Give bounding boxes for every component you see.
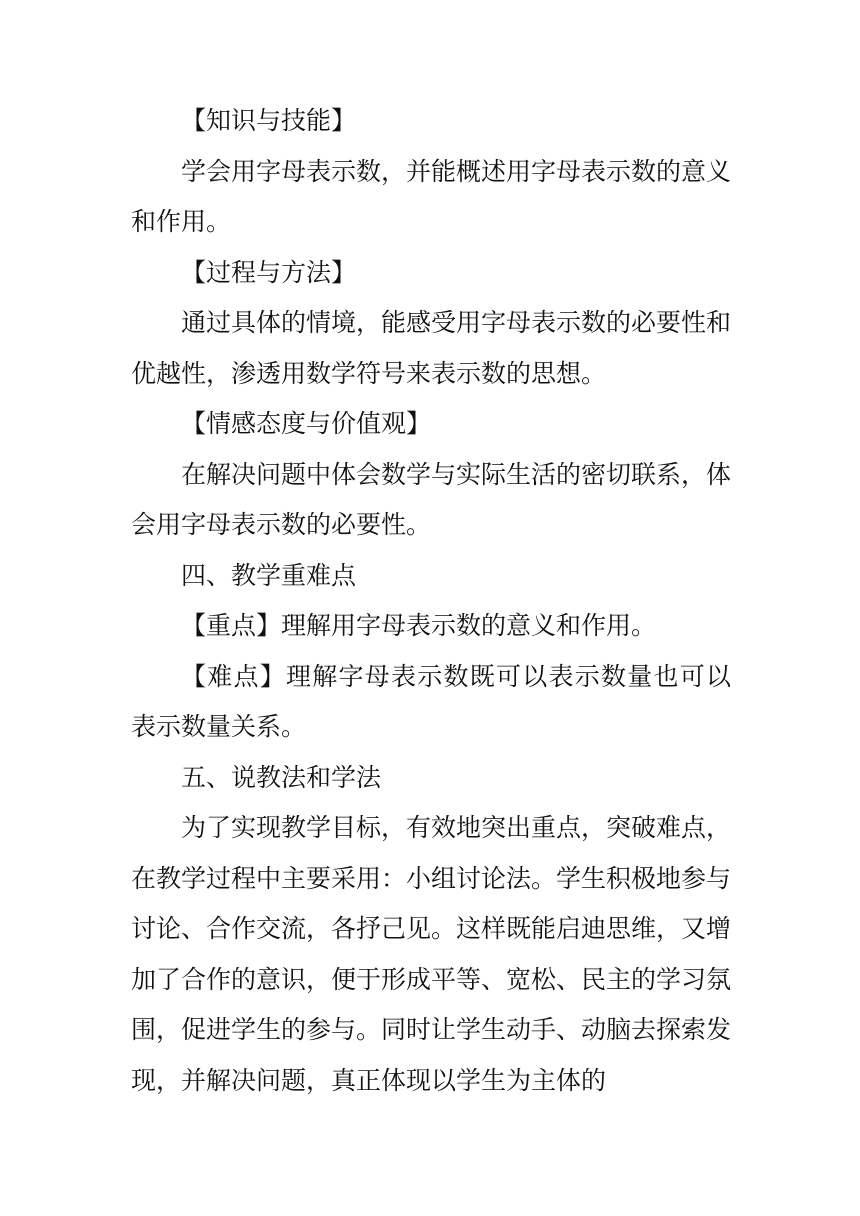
paragraph-text: 理解字母表示数既可以表示数量也可以表示数量关系。: [131, 661, 731, 741]
paragraph-text: 【情感态度与价值观】: [181, 409, 432, 438]
paragraph-teaching-methods: [131, 803, 731, 1106]
section-heading-teaching-methods: [131, 753, 731, 804]
heading-emotion-values: [131, 399, 731, 450]
paragraph-text: 理解用字母表示数的意义和作用。: [281, 611, 657, 640]
paragraph-text: 【知识与技能】: [181, 106, 357, 135]
paragraph-knowledge-skills: [131, 147, 731, 248]
heading-knowledge-skills: [131, 96, 731, 147]
paragraph-process-method: [131, 298, 731, 399]
paragraph-text: 为了实现教学目标，有效地突出重点，突破难点，在教学过程中主要采用：小组讨论法。学生积极地参与讨论、合作交流，各抒己见。这样既能启迪思维，又增加了合作的意识，便于形成平等、宽松、民主的学习氛围，促进学生的参与。同时让学生动手、动脑去探索发现，并解决问题，真正体现以学生为主体的: [131, 813, 732, 1095]
paragraph-text: 在解决问题中体会数学与实际生活的密切联系，体会用字母表示数的必要性。: [131, 459, 732, 539]
paragraph-text: 四、教学重难点: [181, 560, 357, 590]
paragraph-text: 学会用字母表示数，并能概述用字母表示数的意义和作用。: [131, 156, 732, 236]
section-heading-key-points: [131, 551, 731, 602]
paragraph-key-point: [131, 601, 731, 652]
paragraph-text: 五、说教法和学法: [181, 762, 382, 792]
paragraph-text: 通过具体的情境，能感受用字母表示数的必要性和优越性，渗透用数学符号来表示数的思想。: [131, 308, 732, 388]
paragraph-text: 【过程与方法】: [181, 257, 357, 287]
document-body: [131, 96, 731, 1106]
paragraph-lead: 【难点】: [181, 661, 286, 691]
paragraph-difficult-point: [131, 652, 731, 753]
paragraph-lead: 【重点】: [181, 611, 282, 640]
paragraph-emotion-values: [131, 450, 731, 551]
heading-process-method: [131, 248, 731, 299]
